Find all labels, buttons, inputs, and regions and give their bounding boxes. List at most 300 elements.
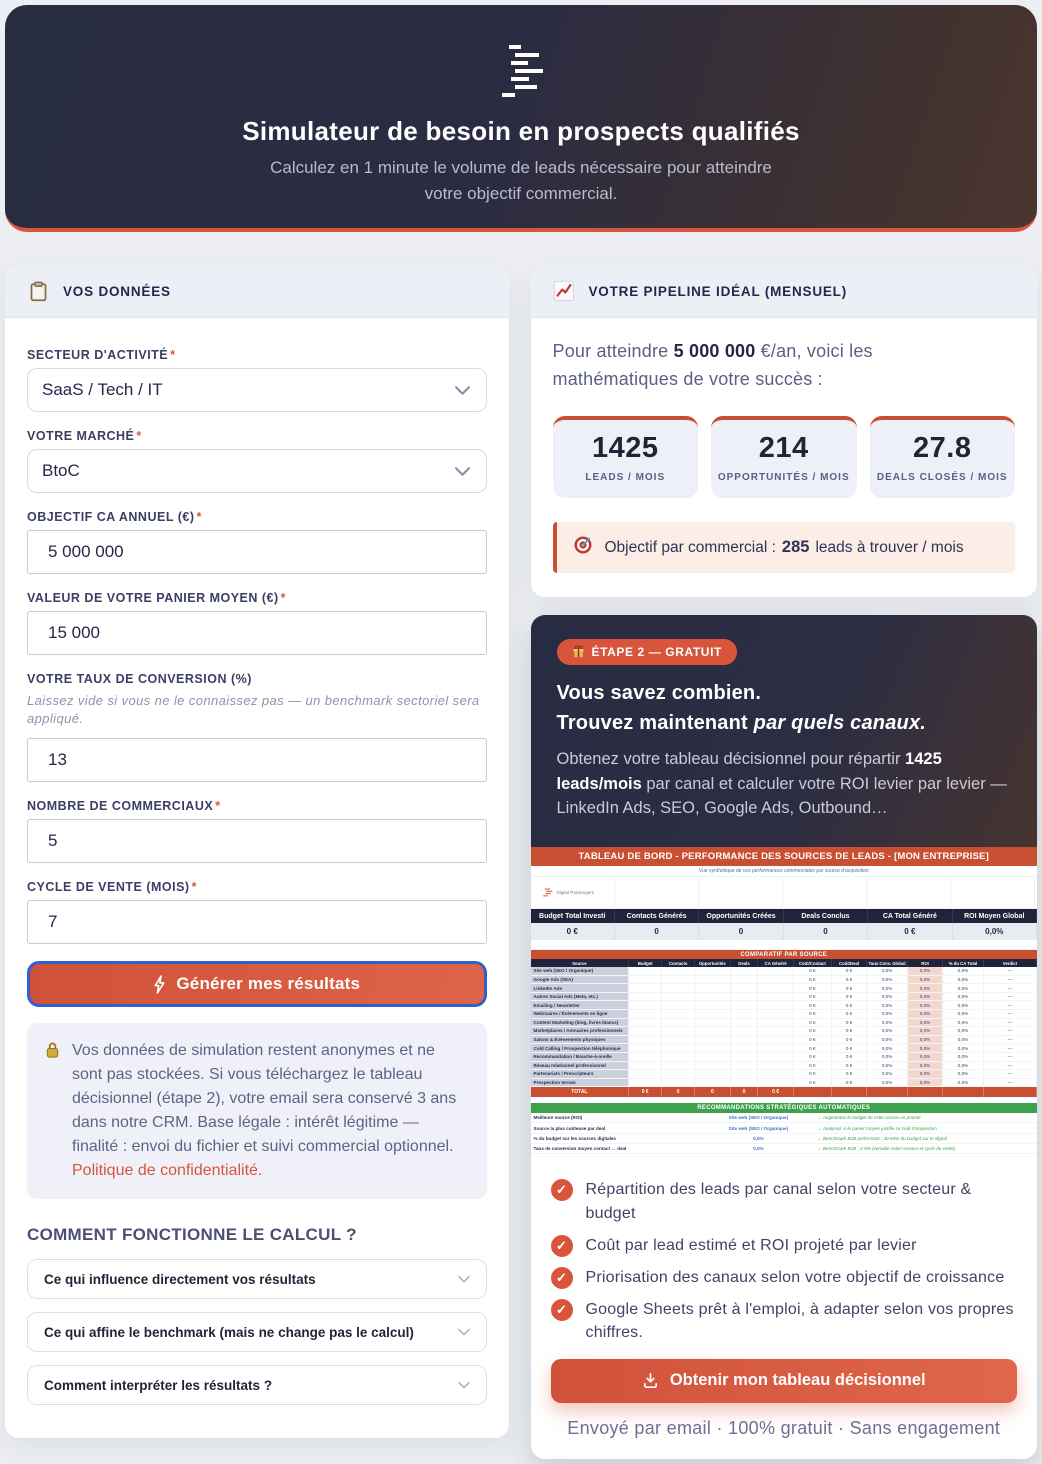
digital-passengers-mini-logo <box>541 887 595 899</box>
stat-value: 27.8 <box>913 431 972 464</box>
get-decision-table-button[interactable] <box>551 1359 1018 1403</box>
chevron-down-icon <box>455 461 470 481</box>
recommendation-label: Taux de conversion moyen contact → deal <box>531 1144 703 1154</box>
stats-row <box>553 416 1016 498</box>
privacy-policy-link[interactable]: Politique de confidentialité. <box>72 1162 263 1180</box>
spreadsheet-subtitle: Vue synthétique de vos performances commerciales par source d'acquisition <box>531 866 1038 877</box>
empty-cell <box>662 1036 695 1045</box>
value-cell: — <box>984 984 1037 993</box>
stat-leads <box>553 416 699 498</box>
value-cell: 0 € <box>832 1062 867 1071</box>
value-cell: 0,0% <box>908 993 943 1002</box>
value-cell: — <box>984 1062 1037 1071</box>
value-cell: 0 € <box>832 1027 867 1036</box>
form-panel-title: VOS DONNÉES <box>63 283 171 299</box>
value-cell: 0 € <box>794 1010 832 1019</box>
clipboard-icon <box>27 280 49 302</box>
empty-cell <box>662 1070 695 1079</box>
total-value-cell: 0 <box>731 1087 759 1097</box>
accordion-interpret-results[interactable] <box>27 1365 487 1405</box>
chart-icon <box>553 280 575 302</box>
value-cell: 0 € <box>794 1001 832 1010</box>
page-subtitle: Calculez en 1 minute le volume de leads nécessaire pour atteindre votre objectif commercial. <box>270 158 772 204</box>
checklist-item-text: Google Sheets prêt à l'emploi, à adapter selon vos propres chiffres. <box>585 1301 1014 1342</box>
source-name-cell: Réseau relationnel professionnel <box>531 1062 630 1071</box>
empty-cell <box>731 984 759 993</box>
value-cell: 0,0% <box>943 976 984 985</box>
offer-body-text: Obtenez votre tableau décisionnel pour répartir 1425 leads/mois par canal et calculer votre ROI levier par levier — LinkedIn Ads, SEO, Google Ads, Outbound… <box>556 749 1007 818</box>
value-cell: 0 € <box>832 993 867 1002</box>
source-name-cell: Site web (SEO / Organique) <box>531 967 630 976</box>
table-row <box>531 984 1038 993</box>
value-cell: 0 € <box>832 1070 867 1079</box>
value-cell: 0,0% <box>908 984 943 993</box>
objective-input[interactable] <box>27 530 487 574</box>
summary-value-cell: 0,0% <box>953 923 1037 940</box>
source-name-cell: Emailing / Newsletter <box>531 1001 630 1010</box>
empty-cell <box>629 967 662 976</box>
cta-footnote: Envoyé par email · 100% gratuit · Sans engagement <box>567 1417 1001 1438</box>
objective-label: OBJECTIF CA ANNUEL (€) * <box>27 510 202 524</box>
recommendation-note: → Augmentez le budget de cette source en priorité <box>814 1113 1037 1123</box>
empty-cell <box>731 1079 759 1088</box>
value-cell: 0 € <box>794 1044 832 1053</box>
value-cell: 0 € <box>832 1044 867 1053</box>
value-cell: 0,0% <box>867 1001 908 1010</box>
summary-header-cell: Budget Total Investi <box>531 909 615 923</box>
spreadsheet-spacer <box>531 940 1038 950</box>
target-icon <box>573 535 593 560</box>
accordion-label: Comment interpréter les résultats ? <box>44 1377 273 1393</box>
spreadsheet-logo-row <box>531 877 1038 909</box>
empty-cell <box>629 984 662 993</box>
value-cell: 0,0% <box>943 1079 984 1088</box>
value-cell: 0,0% <box>908 1062 943 1071</box>
pipeline-intro: Pour atteindre 5 000 000 €/an, voici les mathématiques de votre succès : <box>552 341 873 389</box>
empty-cell <box>629 1070 662 1079</box>
value-cell: — <box>984 1001 1037 1010</box>
lock-icon <box>45 1041 60 1183</box>
empty-cell <box>695 1019 730 1028</box>
empty-cell <box>943 1087 984 1097</box>
value-cell: 0,0% <box>908 1053 943 1062</box>
recommendation-row <box>531 1144 1038 1154</box>
summary-value-cell: 0 € <box>531 923 615 940</box>
summary-header-cell: CA Total Généré <box>868 909 952 923</box>
value-cell: 0 € <box>832 1036 867 1045</box>
source-name-cell: Google Ads (SEA) <box>531 976 630 985</box>
stat-label: OPPORTUNITÉS / MOIS <box>717 471 850 483</box>
objective-field <box>27 510 487 574</box>
value-cell: 0 € <box>794 967 832 976</box>
spreadsheet-summary-headers <box>531 909 1038 923</box>
sales-reps-field <box>27 799 487 863</box>
source-name-cell: Partenariats / Prescripteurs <box>531 1070 630 1079</box>
value-cell: — <box>984 976 1037 985</box>
empty-cell <box>629 1062 662 1071</box>
value-cell: 0 € <box>794 1062 832 1071</box>
total-value-cell: 0 € <box>629 1087 662 1097</box>
privacy-note <box>27 1023 487 1199</box>
empty-cell <box>758 1062 793 1071</box>
basket-label: VALEUR DE VOTRE PANIER MOYEN (€) * <box>27 591 287 605</box>
step2-badge <box>557 639 737 665</box>
faq-section-title: COMMENT FONCTIONNE LE CALCUL ? <box>27 1225 357 1245</box>
recommendation-label: Meilleure source (ROI) <box>531 1113 703 1123</box>
value-cell: 0,0% <box>867 984 908 993</box>
required-asterisk: * <box>215 799 221 814</box>
empty-cell <box>758 1001 793 1010</box>
summary-value-cell: 0 € <box>868 923 952 940</box>
value-cell: — <box>984 1044 1037 1053</box>
empty-cell <box>758 993 793 1002</box>
source-name-cell: Cold Calling / Prospection téléphonique <box>531 1044 630 1053</box>
value-cell: — <box>984 1070 1037 1079</box>
empty-cell <box>662 993 695 1002</box>
total-value-cell: 0 <box>662 1087 695 1097</box>
sales-reps-label: NOMBRE DE COMMERCIAUX * <box>27 799 221 814</box>
summary-value-cell: 0 <box>784 923 868 940</box>
checklist-item-text: Coût par lead estimé et ROI projeté par levier <box>585 1236 917 1254</box>
check-circle-icon: ✓ <box>551 1299 573 1321</box>
pipeline-body <box>531 318 1038 597</box>
chevron-down-icon <box>455 380 470 400</box>
required-asterisk: * <box>196 510 202 524</box>
source-name-cell: Webinaires / Évènements en ligne <box>531 1010 630 1019</box>
market-select-value: BtoC <box>42 461 80 480</box>
summary-header-cell: Contacts Générés <box>615 909 699 923</box>
checklist-item <box>551 1266 1018 1289</box>
empty-cell <box>695 1027 730 1036</box>
spreadsheet-logo-text: Digital Passengers <box>556 889 595 895</box>
value-cell: 0,0% <box>867 1010 908 1019</box>
hero-header <box>5 5 1037 232</box>
accordion-benchmark[interactable] <box>27 1312 487 1352</box>
value-cell: 0 € <box>794 1070 832 1079</box>
stat-label: DEALS CLOSÉS / MOIS <box>876 471 1008 483</box>
value-cell: 0 € <box>794 1019 832 1028</box>
recommendation-row <box>531 1113 1038 1123</box>
required-asterisk: * <box>191 880 197 895</box>
stat-label: LEADS / MOIS <box>585 471 666 483</box>
empty-cell <box>629 1010 662 1019</box>
value-cell: 0,0% <box>943 1044 984 1053</box>
empty-cell <box>731 976 759 985</box>
value-cell: 0 € <box>794 993 832 1002</box>
empty-cell <box>629 1027 662 1036</box>
spreadsheet-summary-values <box>531 923 1038 940</box>
total-value-cell: 0 € <box>758 1087 793 1097</box>
recommendation-value: 0,0% <box>703 1144 814 1154</box>
value-cell: 0,0% <box>943 1053 984 1062</box>
conversion-input[interactable] <box>27 738 487 782</box>
empty-cell <box>695 1079 730 1088</box>
total-label-cell: TOTAL <box>531 1087 630 1097</box>
summary-value-cell: 0 <box>699 923 783 940</box>
sector-select-value: SaaS / Tech / IT <box>42 380 163 399</box>
empty-cell <box>629 1044 662 1053</box>
pipeline-panel <box>531 265 1038 597</box>
table-header-cell: Budget <box>629 959 662 967</box>
spreadsheet-recommendations-title: RECOMMANDATIONS STRATÉGIQUES AUTOMATIQUES <box>531 1103 1038 1113</box>
market-select[interactable] <box>27 449 487 493</box>
check-circle-icon: ✓ <box>551 1179 573 1201</box>
empty-cell <box>662 967 695 976</box>
value-cell: 0,0% <box>908 1079 943 1088</box>
spreadsheet-source-rows <box>531 967 1038 1087</box>
table-row <box>531 1044 1038 1053</box>
value-cell: 0,0% <box>908 1001 943 1010</box>
market-label: VOTRE MARCHÉ * <box>27 429 142 443</box>
digital-passengers-logo-icon <box>489 41 553 99</box>
empty-cell <box>758 1070 793 1079</box>
empty-cell <box>758 976 793 985</box>
value-cell: 0 € <box>832 1019 867 1028</box>
page-title: Simulateur de besoin en prospects qualifiés <box>242 116 800 146</box>
empty-cell <box>758 984 793 993</box>
summary-value-cell: 0 <box>615 923 699 940</box>
offer-panel <box>531 615 1038 1459</box>
checklist-item <box>551 1234 1018 1257</box>
spreadsheet-preview <box>531 847 1038 1162</box>
table-header-cell: CA Généré <box>758 959 793 967</box>
recommendation-note: → Benchmark B2B performant : 40-60% du budget sur le digital <box>814 1134 1037 1144</box>
sector-label: SECTEUR D'ACTIVITÉ * <box>27 348 176 362</box>
spreadsheet-section-title: COMPARATIF PAR SOURCE <box>531 950 1038 959</box>
value-cell: 0 € <box>832 1053 867 1062</box>
empty-cell <box>731 1036 759 1045</box>
empty-cell <box>662 1027 695 1036</box>
value-cell: — <box>984 1027 1037 1036</box>
recommendation-row <box>531 1134 1038 1144</box>
value-cell: 0 € <box>794 1036 832 1045</box>
value-cell: 0,0% <box>867 1044 908 1053</box>
table-row <box>531 1062 1038 1071</box>
empty-cell <box>695 1070 730 1079</box>
source-name-cell: Content Marketing (blog, livres blancs) <box>531 1019 630 1028</box>
lightning-icon <box>153 975 166 994</box>
value-cell: 0,0% <box>867 1070 908 1079</box>
recommendation-note: → Benchmark B2B : 2-5% (variable selon secteur et cycle de vente) <box>814 1144 1037 1154</box>
value-cell: — <box>984 993 1037 1002</box>
conversion-field <box>27 672 487 782</box>
value-cell: — <box>984 1053 1037 1062</box>
empty-cell <box>731 993 759 1002</box>
empty-cell <box>662 1062 695 1071</box>
offer-top-section <box>531 615 1038 847</box>
form-panel <box>5 265 509 1438</box>
value-cell: — <box>984 967 1037 976</box>
value-cell: 0,0% <box>943 1027 984 1036</box>
callout-text: Objectif par commercial : 285 leads à trouver / mois <box>604 537 964 556</box>
stat-opportunities <box>711 416 857 498</box>
market-field <box>27 429 487 493</box>
empty-cell <box>758 1010 793 1019</box>
value-cell: 0 € <box>794 976 832 985</box>
table-row <box>531 1010 1038 1019</box>
chevron-down-icon <box>458 1323 470 1341</box>
chevron-down-icon <box>458 1270 470 1288</box>
required-asterisk: * <box>136 429 142 443</box>
table-header-cell: % du CA Total <box>943 959 984 967</box>
cycle-field <box>27 880 487 944</box>
empty-cell <box>629 1079 662 1088</box>
source-name-cell: Salons & Évènements physiques <box>531 1036 630 1045</box>
table-header-cell: Source <box>531 959 630 967</box>
value-cell: — <box>984 1079 1037 1088</box>
table-row <box>531 1079 1038 1088</box>
empty-cell <box>758 1044 793 1053</box>
empty-cell <box>695 1001 730 1010</box>
value-cell: 0,0% <box>908 1070 943 1079</box>
pipeline-panel-title: VOTRE PIPELINE IDÉAL (MENSUEL) <box>588 283 848 299</box>
cycle-label: CYCLE DE VENTE (MOIS) * <box>27 880 197 895</box>
cycle-input[interactable] <box>27 900 487 944</box>
table-row <box>531 993 1038 1002</box>
value-cell: — <box>984 1010 1037 1019</box>
empty-cell <box>629 1036 662 1045</box>
download-icon <box>642 1372 659 1389</box>
offer-heading: Vous savez combien. Trouvez maintenant par quels canaux. <box>556 681 927 734</box>
source-name-cell: Recommandation / Bouche-à-oreille <box>531 1053 630 1062</box>
conversion-label: VOTRE TAUX DE CONVERSION (%) <box>27 672 252 686</box>
value-cell: 0,0% <box>943 993 984 1002</box>
empty-cell <box>662 976 695 985</box>
recommendation-label: Source la plus coûteuse par deal <box>531 1123 703 1133</box>
sector-select[interactable] <box>27 368 487 412</box>
gift-icon <box>572 645 585 658</box>
value-cell: 0 € <box>794 984 832 993</box>
empty-cell <box>662 1053 695 1062</box>
value-cell: 0 € <box>794 1027 832 1036</box>
value-cell: 0,0% <box>867 1036 908 1045</box>
empty-cell <box>662 1010 695 1019</box>
empty-cell <box>731 1044 759 1053</box>
empty-cell <box>758 1036 793 1045</box>
value-cell: 0,0% <box>908 967 943 976</box>
empty-cell <box>662 1044 695 1053</box>
empty-cell <box>695 1044 730 1053</box>
value-cell: 0,0% <box>908 1010 943 1019</box>
accordion-direct-influence[interactable] <box>27 1259 487 1299</box>
recommendation-note: → Analysez si le panier moyen justifie ce coût d'acquisition <box>814 1123 1037 1133</box>
empty-cell <box>758 1079 793 1088</box>
get-decision-table-label: Obtenir mon tableau décisionnel <box>669 1371 926 1390</box>
checklist-item-text: Priorisation des canaux selon votre objectif de croissance <box>585 1269 1005 1286</box>
empty-cell <box>662 1001 695 1010</box>
source-name-cell: LinkedIn Ads <box>531 984 630 993</box>
empty-cell <box>629 1019 662 1028</box>
empty-cell <box>629 1001 662 1010</box>
checklist-item-text: Répartition des leads par canal selon votre secteur & budget <box>585 1181 972 1222</box>
value-cell: 0,0% <box>867 1027 908 1036</box>
checklist-item <box>551 1178 1018 1224</box>
empty-cell <box>731 1027 759 1036</box>
stat-value: 1425 <box>591 431 659 464</box>
value-cell: 0,0% <box>867 1053 908 1062</box>
pipeline-panel-header <box>531 265 1038 318</box>
accordion-label: Ce qui influence directement vos résultats <box>44 1271 316 1287</box>
spreadsheet-table-headers <box>531 959 1038 967</box>
value-cell: 0 € <box>794 1079 832 1088</box>
total-value-cell: 0 <box>695 1087 730 1097</box>
value-cell: 0,0% <box>867 1062 908 1071</box>
empty-cell <box>731 1053 759 1062</box>
empty-cell <box>695 967 730 976</box>
empty-cell <box>662 1079 695 1088</box>
value-cell: 0 € <box>832 1010 867 1019</box>
table-header-cell: Taux Conv. Global <box>867 959 908 967</box>
basket-input[interactable] <box>27 611 487 655</box>
empty-cell <box>758 1019 793 1028</box>
source-name-cell: Autres Social Ads (Meta, etc.) <box>531 993 630 1002</box>
checklist-item <box>551 1298 1018 1344</box>
empty-cell <box>695 993 730 1002</box>
value-cell: 0,0% <box>943 1062 984 1071</box>
value-cell: 0,0% <box>943 1036 984 1045</box>
value-cell: 0 € <box>832 1079 867 1088</box>
value-cell: 0,0% <box>908 1036 943 1045</box>
empty-cell <box>662 1019 695 1028</box>
spreadsheet-title: TABLEAU DE BORD - PERFORMANCE DES SOURCES DE LEADS - [MON ENTREPRISE] <box>531 847 1038 866</box>
value-cell: 0,0% <box>943 1010 984 1019</box>
table-row <box>531 1001 1038 1010</box>
generate-results-label: Générer mes résultats <box>176 974 361 994</box>
empty-cell <box>731 967 759 976</box>
form-body <box>5 318 509 1438</box>
table-row <box>531 967 1038 976</box>
value-cell: 0,0% <box>867 993 908 1002</box>
value-cell: 0 € <box>832 984 867 993</box>
empty-cell <box>695 1036 730 1045</box>
empty-cell <box>908 1087 943 1097</box>
spreadsheet-total-row <box>531 1087 1038 1097</box>
basket-field <box>27 591 487 655</box>
empty-cell <box>695 1010 730 1019</box>
spreadsheet-recommendation-rows <box>531 1113 1038 1155</box>
offer-bottom-section <box>531 1162 1038 1458</box>
recommendation-label: % du budget sur les sources digitales <box>531 1134 703 1144</box>
empty-cell <box>984 1087 1037 1097</box>
table-header-cell: Contacts <box>662 959 695 967</box>
value-cell: — <box>984 1019 1037 1028</box>
value-cell: 0 € <box>832 1001 867 1010</box>
empty-cell <box>629 976 662 985</box>
generate-results-button[interactable] <box>27 961 487 1007</box>
empty-cell <box>758 1027 793 1036</box>
check-circle-icon: ✓ <box>551 1235 573 1257</box>
empty-cell <box>629 1053 662 1062</box>
summary-header-cell: Deals Conclus <box>784 909 868 923</box>
main-columns <box>5 265 1037 1459</box>
privacy-text: Vos données de simulation restent anonymes et ne sont pas stockées. Si vous téléchargez le tableau décisionnel (étape 2), votre email sera conservé 3 ans dans notre CRM. Base légale : intérêt légitime — finalité : envoi du fichier et suivi commercial optionnel. <box>72 1042 457 1156</box>
empty-cell <box>695 1062 730 1071</box>
value-cell: 0 € <box>832 976 867 985</box>
table-row <box>531 1053 1038 1062</box>
table-header-cell: Verdict <box>984 959 1037 967</box>
empty-cell <box>758 1053 793 1062</box>
empty-cell <box>731 1062 759 1071</box>
empty-cell <box>731 1001 759 1010</box>
empty-cell <box>629 993 662 1002</box>
table-row <box>531 1019 1038 1028</box>
required-asterisk: * <box>170 348 176 362</box>
sales-reps-input[interactable] <box>27 819 487 863</box>
table-header-cell: Coût/Deal <box>832 959 867 967</box>
step2-badge-label: ÉTAPE 2 — GRATUIT <box>591 644 722 659</box>
table-row <box>531 1036 1038 1045</box>
value-cell: 0 € <box>832 967 867 976</box>
